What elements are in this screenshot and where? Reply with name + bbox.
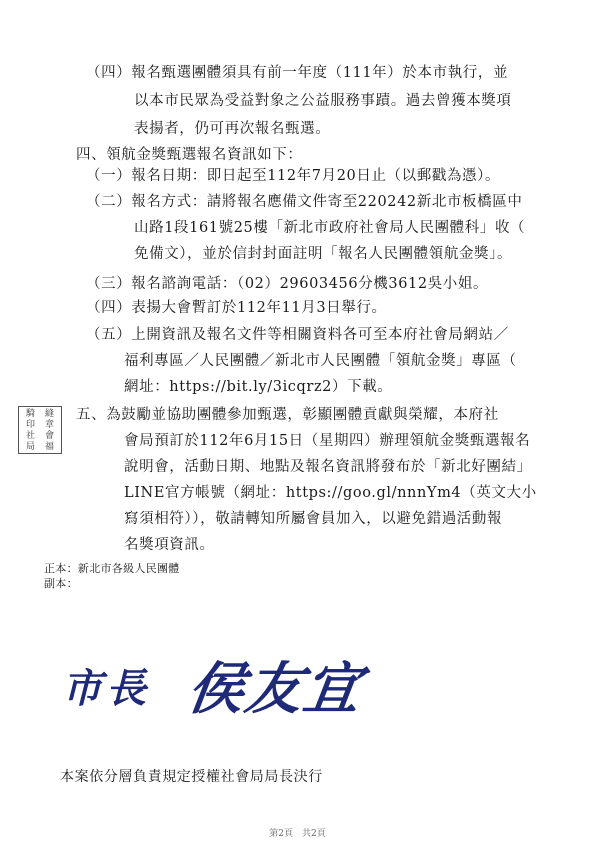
body-line: 寫須相符）），敬請轉知所屬會員加入，以避免錯過活動報 — [124, 511, 503, 527]
section-heading: 四、領航金獎甄選報名資訊如下： — [76, 147, 303, 163]
body-line: 表揚者，仍可再次報名甄選。 — [134, 121, 331, 137]
body-line: 說明會，活動日期、地點及報名資訊將發布於「新北好團結」 — [124, 459, 532, 475]
recipient-copy: 副本： — [44, 577, 78, 590]
body-line: （一）報名日期：即日起至112年7月20日止（以郵戳為憑）。 — [86, 168, 501, 184]
stamp-char: 印 — [25, 420, 35, 430]
body-line: （四）表揚大會暫訂於112年11月3日舉行。 — [86, 300, 387, 316]
signature-name: 侯友宜 — [183, 656, 367, 722]
stamp-char: 福 — [44, 442, 54, 452]
body-line: 名獎項資訊。 — [124, 537, 215, 553]
section-heading: 五、為鼓勵並協助團體參加甄選，彰顯團體貢獻與榮耀，本府社 — [76, 407, 499, 423]
delegation-note: 本案依分層負責規定授權社會局局長決行 — [60, 769, 323, 785]
body-line: 以本市民眾為受益對象之公益服務事蹟。過去曾獲本獎項 — [134, 93, 512, 109]
body-line: 免備文），並於信封封面註明「報名人民團體領航金獎」。 — [134, 246, 513, 262]
body-line: 網址：https://bit.ly/3icqrz2）下載。 — [124, 379, 393, 395]
stamp-char: 局 — [25, 442, 35, 452]
body-line: （三）報名諮詢電話：（02）29603456分機3612吳小姐。 — [86, 276, 489, 292]
stamp-char: 社 — [25, 431, 35, 441]
body-line: 山路1段161號25樓「新北市政府社會局人民團體科」收（ — [134, 220, 526, 236]
body-line: 會局預訂於112年6月15日（星期四）辦理領航金獎甄選報名 — [124, 433, 531, 449]
stamp-char: 騎 — [25, 409, 35, 419]
recipient-main: 正本：新北市各級人民團體 — [44, 562, 180, 575]
body-line: （四）報名甄選團體須具有前一年度（111年）於本市執行，並 — [86, 65, 509, 81]
body-line: （五）上開資訊及報名文件等相關資料各可至本府社會局網站／ — [86, 327, 509, 343]
body-line: LINE官方帳號（網址：https://goo.gl/nnnYm4（英文大小 — [124, 485, 537, 501]
signature-title: 市長 — [62, 665, 150, 712]
body-line: 福利專區／人民團體／新北市人民團體「領航金獎」專區（ — [124, 353, 517, 369]
body-line: （二）報名方式：請將報名應備文件寄至220242新北市板橋區中 — [86, 194, 523, 210]
page-number-footer: 第2頁 共2頁 — [269, 829, 326, 839]
stamp-char: 會 — [44, 431, 54, 441]
stamp-char: 章 — [44, 420, 54, 430]
seam-stamp — [18, 406, 62, 454]
stamp-char: 縫 — [44, 409, 54, 419]
